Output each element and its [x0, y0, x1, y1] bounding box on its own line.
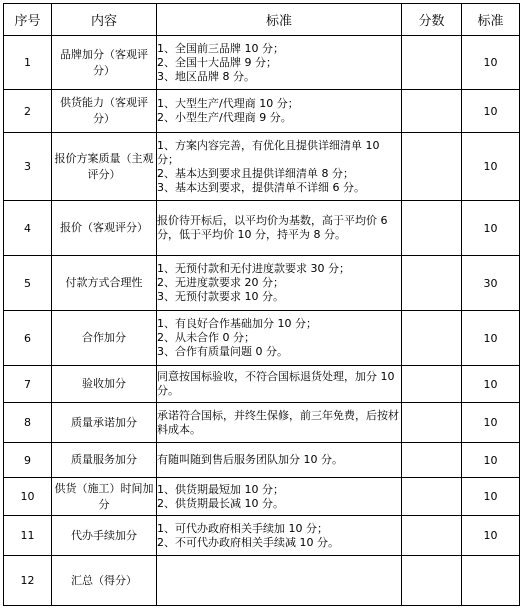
criteria-cell [157, 478, 402, 516]
header-no: 序号 [4, 4, 52, 36]
row-number: 6 [4, 311, 52, 366]
scoring-table [3, 3, 520, 606]
table-row [4, 256, 520, 311]
score-cell[interactable] [402, 478, 462, 516]
table-row [4, 516, 520, 556]
criteria-line: 1、全国前三品牌 10 分； [157, 41, 284, 55]
criteria-cell [157, 36, 402, 90]
total-score-cell[interactable] [402, 556, 462, 606]
full-score: 10 [462, 311, 520, 366]
table-row [4, 90, 520, 133]
item-name: 付款方式合理性 [52, 256, 157, 311]
score-cell[interactable] [402, 36, 462, 90]
criteria-line: 1、无预付款和无付进度款要求 30 分； [157, 262, 350, 275]
full-score: 30 [462, 256, 520, 311]
full-score: 10 [462, 36, 520, 90]
table-row [4, 133, 520, 201]
criteria-line: 2、小型生产/代理商 9 分。 [157, 111, 292, 124]
full-score [462, 556, 520, 606]
row-number: 5 [4, 256, 52, 311]
criteria-cell [157, 516, 402, 556]
header-score: 分数 [402, 4, 462, 36]
full-score: 10 [462, 443, 520, 478]
full-score: 10 [462, 201, 520, 256]
row-number: 9 [4, 443, 52, 478]
row-number: 11 [4, 516, 52, 556]
criteria-cell [157, 311, 402, 366]
criteria-line: 报价待开标后，以平均价为基数，高于平均价 6 分，低于平均价 10 分，持平为 8 分。 [157, 214, 388, 241]
full-score: 10 [462, 90, 520, 133]
item-name: 质量服务加分 [52, 443, 157, 478]
criteria-line: 1、方案内容完善，有优化且提供详细清单 10 分； [157, 138, 380, 166]
row-number: 7 [4, 366, 52, 403]
item-name: 验收加分 [52, 366, 157, 403]
score-cell[interactable] [402, 133, 462, 201]
criteria-line: 2、全国十大品牌 9 分； [157, 55, 277, 69]
criteria-line: 3、合作有质量问题 0 分。 [157, 345, 288, 358]
criteria-cell [157, 133, 402, 201]
table-row [4, 366, 520, 403]
full-score: 10 [462, 516, 520, 556]
row-number: 4 [4, 201, 52, 256]
header-content: 内容 [52, 4, 157, 36]
summary-row [4, 556, 520, 606]
score-cell[interactable] [402, 443, 462, 478]
row-number: 10 [4, 478, 52, 516]
table-row [4, 311, 520, 366]
item-name: 合作加分 [52, 311, 157, 366]
score-cell[interactable] [402, 201, 462, 256]
header-standard: 标准 [157, 4, 402, 36]
criteria-line: 同意按国标验收，不符合国标退货处理，加分 10 分。 [157, 370, 395, 397]
score-cell[interactable] [402, 90, 462, 133]
full-score: 10 [462, 133, 520, 201]
criteria-line: 2、不可代办政府相关手续减 10 分。 [157, 535, 339, 549]
item-name: 报价方案质量（主观评分） [52, 133, 157, 201]
criteria-line: 3、地区品牌 8 分。 [157, 69, 255, 83]
score-cell[interactable] [402, 256, 462, 311]
criteria-line: 1、可代办政府相关手续加 10 分； [157, 521, 328, 535]
item-name: 汇总（得分） [52, 556, 157, 606]
row-number: 1 [4, 36, 52, 90]
criteria-cell [157, 443, 402, 478]
full-score: 10 [462, 403, 520, 443]
full-score: 10 [462, 478, 520, 516]
criteria-cell [157, 256, 402, 311]
item-name: 供货能力（客观评分） [52, 90, 157, 133]
criteria-cell [157, 201, 402, 256]
score-cell[interactable] [402, 403, 462, 443]
row-number: 2 [4, 90, 52, 133]
criteria-line: 2、供货期最长减 10 分。 [157, 496, 284, 510]
criteria-line: 有随叫随到售后服务团队加分 10 分。 [157, 453, 343, 466]
item-name: 质量承诺加分 [52, 403, 157, 443]
score-cell[interactable] [402, 311, 462, 366]
criteria-cell [157, 556, 402, 606]
score-cell[interactable] [402, 366, 462, 403]
criteria-line: 1、供货期最短加 10 分； [157, 482, 284, 496]
full-score: 10 [462, 366, 520, 403]
criteria-line: 1、有良好合作基础加分 10 分； [157, 317, 317, 330]
table-row [4, 443, 520, 478]
criteria-cell [157, 366, 402, 403]
table-row [4, 201, 520, 256]
criteria-line: 3、无预付款要求 10 分。 [157, 290, 284, 303]
item-name: 报价（客观评分） [52, 201, 157, 256]
row-number: 3 [4, 133, 52, 201]
header-full-score: 标准 [462, 4, 520, 36]
criteria-line: 1、大型生产/代理商 10 分； [157, 97, 299, 110]
table-row [4, 478, 520, 516]
row-number: 12 [4, 556, 52, 606]
criteria-cell [157, 403, 402, 443]
criteria-line: 2、无进度款要求 20 分； [157, 276, 284, 289]
score-cell[interactable] [402, 516, 462, 556]
criteria-line: 承诺符合国标，并终生保修，前三年免费，后按材料成本。 [157, 408, 399, 436]
row-number: 8 [4, 403, 52, 443]
criteria-cell [157, 90, 402, 133]
item-name: 品牌加分（客观评分） [52, 36, 157, 90]
criteria-line: 2、基本达到要求且提供详细清单 8 分； [157, 166, 354, 180]
criteria-line: 3、基本达到要求，提供清单不详细 6 分。 [157, 180, 365, 194]
item-name: 代办手续加分 [52, 516, 157, 556]
table-row [4, 403, 520, 443]
table-row [4, 36, 520, 90]
header-row [4, 4, 520, 36]
item-name: 供货（施工）时间加分 [52, 478, 157, 516]
criteria-line: 2、从未合作 0 分； [157, 331, 255, 344]
